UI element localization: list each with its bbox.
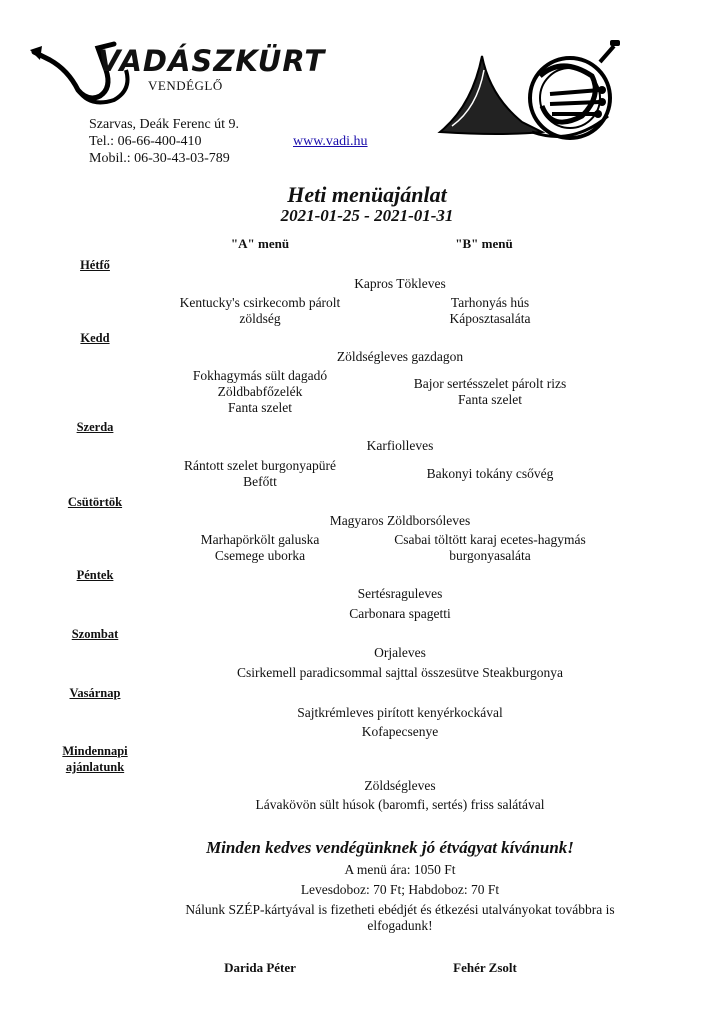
menu-a-line: zöldség [239,311,281,326]
day-label-friday: Péntek [76,568,114,582]
menu-b-line: Csabai töltött karaj ecetes-hagymás [394,532,586,547]
menu-b-line: burgonyasaláta [449,548,531,563]
szep-card-note-line: Nálunk SZÉP-kártyával is fizetheti ebédjét és étkezési utalványokat továbbra is [185,902,615,917]
signature-darida: Darida Péter [224,960,296,975]
restaurant-logo [28,30,326,110]
daily-offer-label-line: ajánlatunk [65,760,125,774]
menu-a-line: Kentucky's csirkecomb párolt [179,295,341,310]
menu-b-monday [380,295,600,327]
menu-a-tuesday [150,368,370,416]
column-header-a: "A" menü [230,236,290,251]
menu-b-line: Káposztasaláta [449,311,531,326]
soup-daily: Zöldségleves [364,778,436,793]
menu-price: A menü ára: 1050 Ft [344,862,456,877]
day-label-monday: Hétfő [80,258,110,272]
menu-b-line: Bakonyi tokány csővég [426,466,554,481]
phone: Tel.: 06-66-400-410 [89,134,202,149]
main-saturday: Csirkemell paradicsommal sajttal összesütve Steakburgonya [237,665,563,680]
column-header-b: "B" menü [455,236,513,251]
main-daily: Lávakövön sült húsok (baromfi, sertés) friss salátával [255,797,545,812]
day-label-sunday: Vasárnap [69,686,121,700]
soup-tuesday: Zöldségleves gazdagon [336,349,464,364]
menu-b-thursday [360,532,620,564]
menu-a-line: Rántott szelet burgonyapüré [184,458,336,473]
day-label-wednesday: Szerda [76,420,114,434]
daily-offer-label-line: Mindennapi [62,744,128,758]
logo-text: VADÁSZKÜRT [98,44,326,78]
day-label-daily-offer [50,743,140,775]
website-link[interactable]: www.vadi.hu [293,134,368,149]
page-title: Heti menüajánlat [287,182,447,207]
menu-b-wednesday [380,466,600,482]
day-label-saturday: Szombat [71,627,119,641]
main-friday: Carbonara spagetti [349,606,451,621]
menu-b-line: Bajor sertésszelet párolt rizs [413,376,567,391]
soup-friday: Sertésraguleves [357,586,443,601]
menu-a-line: Fokhagymás sült dagadó [192,368,328,383]
date-range: 2021-01-25 - 2021-01-31 [280,206,454,225]
menu-a-wednesday [150,458,370,490]
main-sunday: Kofapecsenye [361,724,439,739]
menu-a-line: Zöldbabfőzelék [217,384,303,399]
menu-b-tuesday [380,376,600,408]
soup-thursday: Magyaros Zöldborsóleves [329,513,471,528]
menu-a-line: Befőtt [243,474,277,489]
day-label-tuesday: Kedd [80,331,110,345]
menu-b-line: Fanta szelet [457,392,523,407]
menu-a-line: Csemege uborka [214,548,306,563]
szep-card-note-line: elfogadunk! [367,918,433,933]
menu-a-thursday [150,532,370,564]
soup-saturday: Orjaleves [374,645,426,660]
french-horn-image [432,36,642,146]
menu-a-line: Fanta szelet [227,400,293,415]
szep-card-note [130,902,670,934]
french-horn-icon [432,36,642,146]
soup-monday: Kapros Tökleves [354,276,446,291]
box-prices: Levesdoboz: 70 Ft; Habdoboz: 70 Ft [300,882,500,897]
menu-a-line: Marhapörkölt galuska [200,532,320,547]
soup-wednesday: Karfiolleves [366,438,434,453]
menu-a-monday [150,295,370,327]
mobile: Mobil.: 06-30-43-03-789 [89,151,230,166]
logo-subtitle: VENDÉGLŐ [148,78,223,93]
soup-sunday: Sajtkrémleves pirított kenyérkockával [297,705,503,720]
menu-b-line: Tarhonyás hús [450,295,530,310]
address: Szarvas, Deák Ferenc út 9. [89,117,240,132]
greeting: Minden kedves vendégünknek jó étvágyat kívánunk! [206,838,574,857]
day-label-thursday: Csütörtök [67,495,123,509]
signature-feher: Fehér Zsolt [453,960,517,975]
